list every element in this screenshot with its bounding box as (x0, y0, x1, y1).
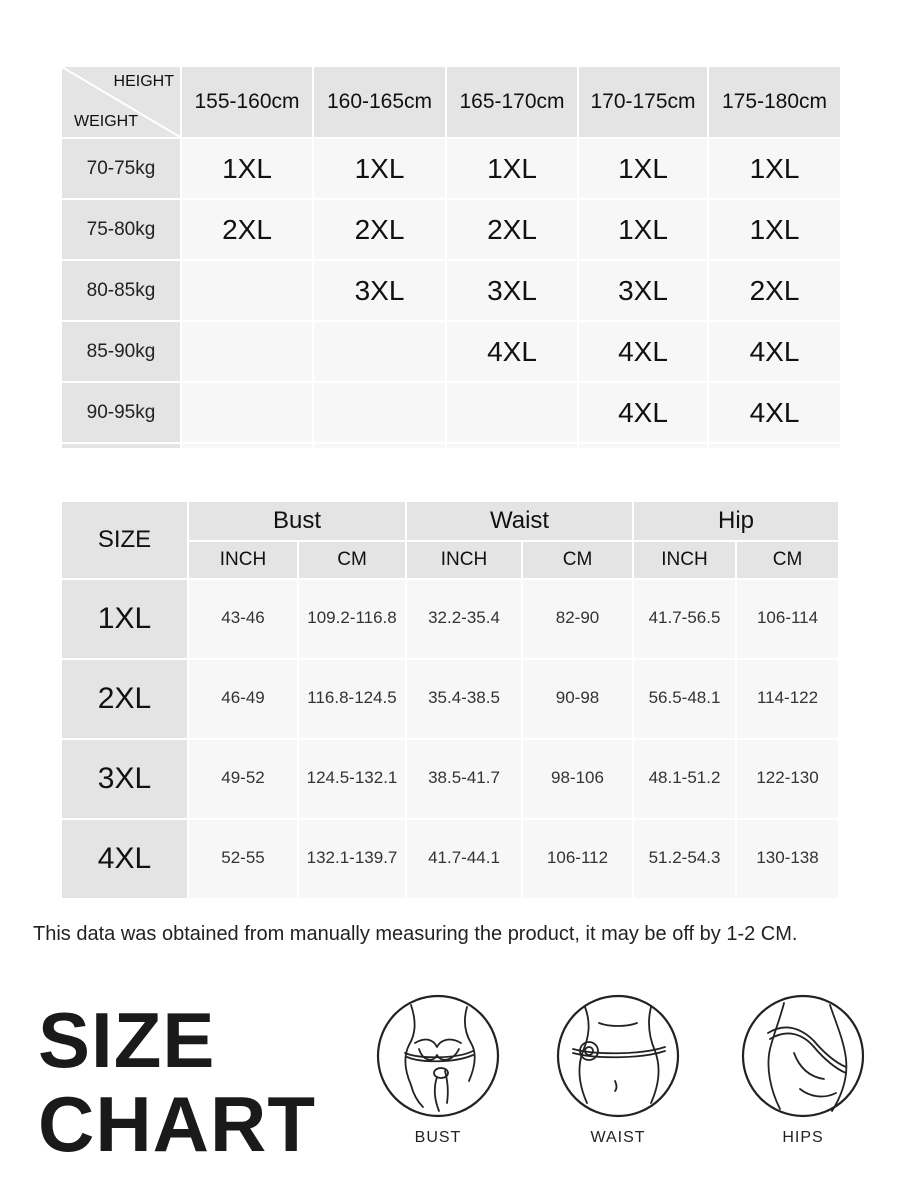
measurement-table (60, 500, 840, 900)
measure-cell: 98-106 (522, 739, 633, 819)
measure-cell: 52-55 (188, 819, 298, 899)
measure-cell: 90-98 (522, 659, 633, 739)
filler-cell (313, 443, 446, 449)
weight-label: 70-75kg (61, 138, 181, 199)
size-cell (313, 382, 446, 443)
measure-cell: 35.4-38.5 (406, 659, 522, 739)
size-cell: 3XL (313, 260, 446, 321)
corner-cell (61, 66, 181, 138)
size-label: 3XL (61, 739, 188, 819)
table-row (61, 739, 839, 819)
title-line-chart: CHART (38, 1080, 316, 1168)
unit-header: CM (522, 541, 633, 579)
measure-cell: 124.5-132.1 (298, 739, 406, 819)
waist-caption: WAIST (590, 1129, 646, 1146)
size-cell (181, 321, 313, 382)
size-cell: 1XL (446, 138, 578, 199)
measure-cell: 56.5-48.1 (633, 659, 736, 739)
height-header: 165-170cm (446, 66, 578, 138)
group-header-waist: Waist (406, 501, 633, 541)
weight-label: 85-90kg (61, 321, 181, 382)
table-row (61, 199, 841, 260)
measure-cell: 38.5-41.7 (406, 739, 522, 819)
weight-label: 75-80kg (61, 199, 181, 260)
table-row (61, 579, 839, 659)
unit-header: CM (298, 541, 406, 579)
size-cell: 2XL (446, 199, 578, 260)
size-cell: 2XL (181, 199, 313, 260)
measure-cell: 41.7-56.5 (633, 579, 736, 659)
size-cell: 1XL (578, 138, 708, 199)
measure-cell: 41.7-44.1 (406, 819, 522, 899)
table-row (61, 260, 841, 321)
group-header-bust: Bust (188, 501, 406, 541)
size-cell (181, 260, 313, 321)
table-row (61, 382, 841, 443)
size-cell: 4XL (708, 382, 841, 443)
measure-cell: 51.2-54.3 (633, 819, 736, 899)
corner-height-label: HEIGHT (113, 73, 174, 90)
table-row (61, 321, 841, 382)
size-label: 1XL (61, 579, 188, 659)
height-header: 170-175cm (578, 66, 708, 138)
height-header: 175-180cm (708, 66, 841, 138)
height-header: 160-165cm (313, 66, 446, 138)
size-cell: 3XL (578, 260, 708, 321)
weight-label: 90-95kg (61, 382, 181, 443)
corner-weight-label: WEIGHT (74, 113, 138, 130)
measure-cell: 130-138 (736, 819, 839, 899)
hips-caption: HIPS (782, 1129, 824, 1146)
height-header: 155-160cm (181, 66, 313, 138)
table-row (61, 819, 839, 899)
filler-cell (181, 443, 313, 449)
hips-figure (738, 993, 868, 1147)
filler-cell (578, 443, 708, 449)
unit-header: CM (736, 541, 839, 579)
size-cell: 1XL (181, 138, 313, 199)
title-line-size: SIZE (38, 996, 216, 1084)
measure-cell: 106-114 (736, 579, 839, 659)
size-label: 4XL (61, 819, 188, 899)
waist-measure-icon (555, 993, 681, 1119)
table-row (61, 138, 841, 199)
size-cell: 1XL (708, 138, 841, 199)
size-cell (181, 382, 313, 443)
hips-measure-icon (740, 993, 866, 1119)
size-cell: 3XL (446, 260, 578, 321)
measure-cell: 43-46 (188, 579, 298, 659)
size-cell: 1XL (313, 138, 446, 199)
size-cell (313, 321, 446, 382)
filler-cell (61, 443, 181, 449)
height-weight-table (60, 65, 842, 450)
unit-header: INCH (633, 541, 736, 579)
size-header: SIZE (61, 501, 188, 579)
height-header-row (61, 66, 841, 138)
group-header-row (61, 501, 839, 541)
size-cell: 1XL (708, 199, 841, 260)
group-header-hip: Hip (633, 501, 839, 541)
bust-figure (373, 993, 503, 1147)
size-cell (446, 382, 578, 443)
size-cell: 1XL (578, 199, 708, 260)
weight-label: 80-85kg (61, 260, 181, 321)
measure-cell: 106-112 (522, 819, 633, 899)
measure-cell: 109.2-116.8 (298, 579, 406, 659)
unit-header: INCH (188, 541, 298, 579)
filler-cell (446, 443, 578, 449)
filler-cell (708, 443, 841, 449)
size-cell: 2XL (708, 260, 841, 321)
bust-measure-icon (375, 993, 501, 1119)
measure-cell: 114-122 (736, 659, 839, 739)
measure-cell: 122-130 (736, 739, 839, 819)
table-filler-row (61, 443, 841, 449)
size-cell: 2XL (313, 199, 446, 260)
unit-header: INCH (406, 541, 522, 579)
measure-cell: 48.1-51.2 (633, 739, 736, 819)
page-title (38, 998, 316, 1166)
bust-caption: BUST (414, 1129, 462, 1146)
size-cell: 4XL (708, 321, 841, 382)
size-cell: 4XL (446, 321, 578, 382)
measure-cell: 32.2-35.4 (406, 579, 522, 659)
measurement-note: This data was obtained from manually measuring the product, it may be off by 1-2 CM. (33, 923, 798, 945)
measure-cell: 46-49 (188, 659, 298, 739)
measure-cell: 132.1-139.7 (298, 819, 406, 899)
measure-cell: 49-52 (188, 739, 298, 819)
waist-figure (553, 993, 683, 1147)
table-row (61, 659, 839, 739)
measure-cell: 116.8-124.5 (298, 659, 406, 739)
size-cell: 4XL (578, 382, 708, 443)
size-cell: 4XL (578, 321, 708, 382)
measure-cell: 82-90 (522, 579, 633, 659)
size-label: 2XL (61, 659, 188, 739)
